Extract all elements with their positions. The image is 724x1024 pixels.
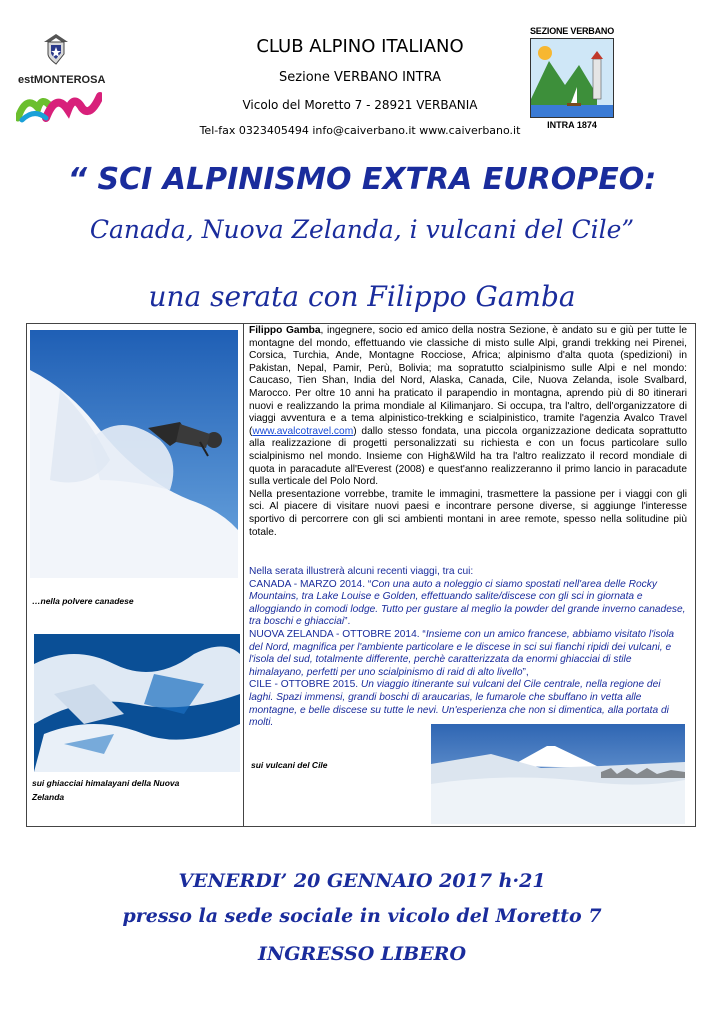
event-entry: INGRESSO LIBERO bbox=[257, 943, 467, 965]
trip-canada bbox=[249, 579, 687, 629]
contact-line: Tel-fax 0323405494 info@caiverbano.it www.caiverbano.it bbox=[199, 124, 521, 137]
bio-paragraph-1 bbox=[249, 325, 687, 489]
trip-canada-body: Con una auto a noleggio ci siamo spostati nell'area delle Rocky Mountains, tra Lake Louise e Golden, effettuando salite/discese con gli sci in giornata e alloggiando in comodi lodge. Tutto per gustare al meglio la powder del grande inverno canadese, tra boschi e ghiacciai bbox=[249, 578, 686, 628]
trip-nz-head: NUOVA ZELANDA - OTTOBRE 2014. “ bbox=[249, 628, 426, 640]
sezione-verbano-logo bbox=[526, 26, 618, 134]
photo-nz-glaciers bbox=[34, 634, 240, 772]
logo-top-text: SEZIONE VERBANO bbox=[529, 26, 614, 36]
bio-name: Filippo Gamba bbox=[249, 325, 321, 336]
trip-nz-end: ”, bbox=[522, 666, 529, 678]
trips-intro: Nella serata illustrerà alcuni recenti viaggi, tra cui: bbox=[249, 566, 474, 577]
cai-emblem bbox=[36, 28, 76, 68]
address: Vicolo del Moretto 7 - 28921 VERBANIA bbox=[242, 98, 478, 112]
column-divider bbox=[243, 323, 244, 827]
title-main: “ SCI ALPINISMO EXTRA EUROPEO: bbox=[67, 162, 657, 197]
org-name: CLUB ALPINO ITALIANO bbox=[256, 36, 464, 57]
caption-photo2: sui ghiacciai himalayani della Nuova Zelanda bbox=[32, 778, 180, 802]
bio-text bbox=[249, 325, 687, 539]
photo-canada-powder bbox=[30, 330, 238, 578]
avalco-travel-link[interactable]: www.avalcotravel.com bbox=[252, 425, 354, 437]
trip-nz bbox=[249, 629, 687, 679]
trip-nz-body: Insieme con un amico francese, abbiamo visitato l'isola del Nord, magnifica per l'ambiente particolare e le discese in sci sui fianchi ripidi dei vulcani, e l'isola del sud, totalmente differente, perchè caratterizzata da enormi ghiacciai di stile himalayano, perfetti per uno scialpinismo di raid di alto livello bbox=[249, 628, 675, 678]
trip-canada-end: ”. bbox=[344, 616, 351, 628]
title-subtitle: Canada, Nuova Zelanda, i vulcani del Cile” bbox=[89, 215, 635, 244]
photo-cile-volcanoes bbox=[431, 724, 685, 824]
title-speaker: una serata con Filippo Gamba bbox=[148, 280, 576, 313]
trip-cile-head: CILE - OTTOBRE 2015. bbox=[249, 679, 361, 691]
trip-cile bbox=[249, 679, 687, 729]
bio-text-1: , ingegnere, socio ed amico della nostra Sezione, è andato su e giù per tutte le montagne del mondo, effettuando vie classiche di misto sulle Alpi, grandi trekking nei Pirenei, Corsica, Turchia, Ande, Montagne Rocciose, Africa; alpinismo d'alta quota (spedizioni) in Pakistan, Nepal, Pamir, Perù, Bolivia; ma sopratutto scialpinismo sulle Alpi e nel mondo: Caucaso, Tien Shan, India del Nord, Alaska, Canada, Cile, Nuova Zelanda, isole Svalbard, Marocco. Per oltre 10 anni ha praticato il parapendio in montagna, aprendo più di 80 itinerari nuovi e realizzando la prima mondiale al Kilimanjaro. Si occupa, tra l'altro, dell'organizzatore di viaggi avventura e a tema alpinistico-trekking e scialpinistico, tramite l'agenzia Avalco Travel ( bbox=[249, 325, 687, 437]
event-date: VENERDI’ 20 GENNAIO 2017 h·21 bbox=[178, 870, 546, 892]
caption-photo3: sui vulcani del Cile bbox=[251, 760, 328, 770]
bio-text-2: ) dallo stesso fondata, una piccola organizzazione dedicata soprattutto alla realizzazione di progetti personalizzati su richiesta e con un focus particolare sullo scialpinismo nel mondo. Insieme con High&Wild ha tra l'altro realizzato il record mondiale di quota in paracadute all'Everest (2008) e quest'anno realizzeranno il primo lancio in paracadute sulla verticale del Polo Nord. bbox=[249, 425, 687, 488]
caption-photo1: …nella polvere canadese bbox=[32, 596, 134, 606]
trips-list bbox=[249, 566, 687, 730]
trip-canada-head: CANADA - MARZO 2014. “ bbox=[249, 578, 372, 590]
bio-paragraph-2: Nella presentazione vorrebbe, tramite le immagini, trasmettere la passione per i viaggi con gli sci. Al piacere di visitare nuovi paesi e incontrare persone diverse, si aggiunge l'interesse sportivo di percorrere con gli sci ambienti montani in aree remote, spesso nella solitudine più totale. bbox=[249, 488, 687, 538]
logo-bottom-text: INTRA 1874 bbox=[547, 120, 597, 130]
trip-cile-body: Un viaggio itinerante sui vulcani del Cile centrale, nella regione dei laghi. Spazi immensi, grandi boschi di araucarias, le fumarole che sbuffano in vetta alle montagne, e belle discese su tutte le nevi. Un'esperienza che non si dimentica, alla portata di molti. bbox=[249, 679, 669, 729]
logo-picture bbox=[530, 38, 614, 118]
estmonterosa-logo-text bbox=[18, 74, 118, 86]
event-venue: presso la sede sociale in vicolo del Moretto 7 bbox=[122, 905, 602, 927]
estmonterosa-label: estMONTEROSA bbox=[18, 74, 106, 86]
section-name: Sezione VERBANO INTRA bbox=[279, 70, 441, 85]
monterosa-m-logo bbox=[16, 88, 102, 124]
